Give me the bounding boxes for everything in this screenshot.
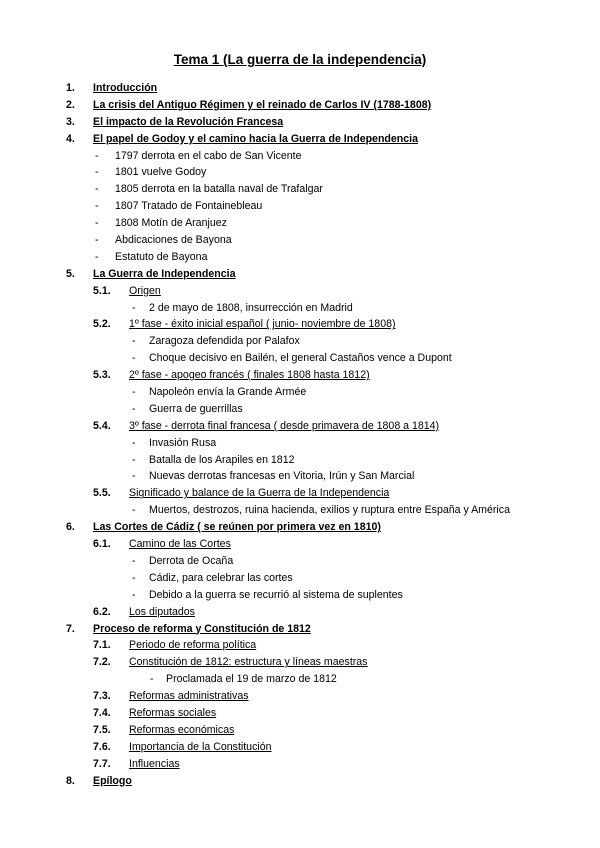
- bullet-item: [0, 452, 600, 469]
- section-heading: [0, 773, 600, 790]
- subsection-heading: [0, 604, 600, 621]
- item-number: 6.2.: [93, 605, 111, 618]
- item-text: Zaragoza defendida por Palafox: [149, 335, 300, 348]
- section-heading: [0, 519, 600, 536]
- item-text: Derrota de Ocaña: [149, 554, 234, 567]
- bullet-dash: -: [132, 554, 136, 567]
- bullet-dash: -: [132, 386, 136, 399]
- bullet-dash: -: [95, 166, 99, 179]
- item-text: Guerra de guerrillas: [149, 402, 243, 415]
- item-number: 6.1.: [93, 538, 111, 551]
- bullet-dash: -: [95, 217, 99, 230]
- subsection-heading: [0, 283, 600, 300]
- bullet-item: [0, 164, 600, 181]
- section-heading: [0, 131, 600, 148]
- bullet-dash: -: [132, 571, 136, 584]
- item-text: La Guerra de Independencia: [93, 267, 236, 280]
- bullet-item: [0, 215, 600, 232]
- item-number: 5.4.: [93, 419, 111, 432]
- bullet-dash: -: [132, 436, 136, 449]
- item-number: 5.1.: [93, 284, 111, 297]
- outline-list: [0, 80, 600, 789]
- bullet-item: [0, 181, 600, 198]
- bullet-dash: -: [132, 588, 136, 601]
- item-text: Importancia de la Constitución: [129, 740, 272, 753]
- item-number: 7.1.: [93, 639, 111, 652]
- bullet-dash: -: [132, 453, 136, 466]
- item-number: 2.: [66, 98, 75, 111]
- subsection-heading: [0, 637, 600, 654]
- bullet-item: [0, 587, 600, 604]
- bullet-item: [0, 384, 600, 401]
- bullet-item: [0, 350, 600, 367]
- subsection-heading: [0, 739, 600, 756]
- bullet-item: [0, 502, 600, 519]
- item-text: Proceso de reforma y Constitución de 1812: [93, 622, 311, 635]
- item-text: Influencias: [129, 757, 180, 770]
- item-number: 4.: [66, 132, 75, 145]
- bullet-dash: -: [132, 301, 136, 314]
- bullet-dash: -: [132, 504, 136, 517]
- bullet-item: [0, 198, 600, 215]
- item-number: 5.2.: [93, 318, 111, 331]
- bullet-dash: -: [132, 402, 136, 415]
- item-text: 2 de mayo de 1808, insurrección en Madrid: [149, 301, 353, 314]
- item-text: 1801 vuelve Godoy: [115, 166, 207, 179]
- section-heading: [0, 80, 600, 97]
- subsection-heading: [0, 654, 600, 671]
- item-text: Estatuto de Bayona: [115, 250, 208, 263]
- bullet-dash: -: [95, 234, 99, 247]
- bullet-dash: -: [95, 250, 99, 263]
- bullet-item: [0, 401, 600, 418]
- subsection-heading: [0, 536, 600, 553]
- item-number: 7.4.: [93, 706, 111, 719]
- subsection-heading: [0, 705, 600, 722]
- item-text: Batalla de los Arapiles en 1812: [149, 453, 295, 466]
- bullet-dash: -: [150, 673, 154, 686]
- subsection-heading: [0, 485, 600, 502]
- section-heading: [0, 266, 600, 283]
- document-title: Tema 1 (La guerra de la independencia): [173, 52, 427, 67]
- subsection-heading: [0, 722, 600, 739]
- item-text: 3º fase - derrota final francesa ( desde primavera de 1808 a 1814): [129, 419, 440, 432]
- item-number: 3.: [66, 115, 75, 128]
- item-text: Epílogo: [93, 774, 132, 787]
- item-text: Reformas económicas: [129, 723, 235, 736]
- subsection-heading: [0, 367, 600, 384]
- item-text: Debido a la guerra se recurrió al sistema de suplentes: [149, 588, 403, 601]
- bullet-dash: -: [95, 149, 99, 162]
- item-text: 1797 derrota en el cabo de San Vicente: [115, 149, 302, 162]
- bullet-dash: -: [132, 470, 136, 483]
- item-text: Periodo de reforma política: [129, 639, 257, 652]
- item-text: Abdicaciones de Bayona: [115, 234, 232, 247]
- item-number: 5.: [66, 267, 75, 280]
- item-number: 6.: [66, 521, 75, 534]
- item-number: 7.2.: [93, 656, 111, 669]
- bullet-dash: -: [132, 352, 136, 365]
- item-text: Invasión Rusa: [149, 436, 217, 449]
- bullet-dash: -: [95, 183, 99, 196]
- item-number: 5.5.: [93, 487, 111, 500]
- item-text: Muertos, destrozos, ruina hacienda, exilios y ruptura entre España y América: [149, 504, 510, 517]
- item-text: Proclamada el 19 de marzo de 1812: [166, 673, 337, 686]
- item-text: Introducción: [93, 82, 158, 94]
- subsection-heading: [0, 316, 600, 333]
- bullet-item: [0, 570, 600, 587]
- item-number: 7.: [66, 622, 75, 635]
- item-number: 7.7.: [93, 757, 111, 770]
- item-text: 1805 derrota en la batalla naval de Trafalgar: [115, 183, 323, 196]
- subsection-heading: [0, 688, 600, 705]
- bullet-item: [0, 553, 600, 570]
- bullet-item: [0, 300, 600, 317]
- subsection-heading: [0, 756, 600, 773]
- item-number: 1.: [66, 82, 75, 94]
- item-text: 2º fase - apogeo francés ( finales 1808 hasta 1812): [129, 369, 370, 382]
- item-text: Los diputados: [129, 605, 195, 618]
- item-text: 1808 Motín de Aranjuez: [115, 217, 227, 230]
- item-text: Reformas administrativas: [129, 690, 249, 703]
- item-text: La crisis del Antiguo Régimen y el reinado de Carlos IV (1788-1808): [93, 98, 432, 111]
- item-text: Origen: [129, 284, 161, 297]
- section-heading: [0, 621, 600, 638]
- item-number: 7.6.: [93, 740, 111, 753]
- bullet-dash: -: [132, 335, 136, 348]
- item-text: Cádiz, para celebrar las cortes: [149, 571, 293, 584]
- subsection-heading: [0, 418, 600, 435]
- bullet-item: [0, 232, 600, 249]
- item-text: 1º fase - éxito inicial español ( junio- noviembre de 1808): [129, 318, 396, 331]
- section-heading: [0, 114, 600, 131]
- item-text: El papel de Godoy y el camino hacia la Guerra de Independencia: [93, 132, 418, 145]
- bullet-item: [0, 435, 600, 452]
- bullet-dash: -: [95, 200, 99, 213]
- item-text: Constitución de 1812: estructura y líneas maestras: [129, 656, 368, 669]
- item-number: 8.: [66, 774, 75, 787]
- item-number: 5.3.: [93, 369, 111, 382]
- bullet-item: [0, 333, 600, 350]
- section-heading: [0, 97, 600, 114]
- item-text: Camino de las Cortes: [129, 538, 231, 551]
- item-number: 7.5.: [93, 723, 111, 736]
- item-number: 7.3.: [93, 690, 111, 703]
- item-text: Significado y balance de la Guerra de la Independencia: [129, 487, 390, 500]
- item-text: 1807 Tratado de Fontainebleau: [115, 200, 263, 213]
- item-text: El impacto de la Revolución Francesa: [93, 115, 284, 128]
- item-text: Nuevas derrotas francesas en Vitoria, Irún y San Marcial: [149, 470, 415, 483]
- bullet-item: [0, 468, 600, 485]
- bullet-item: [0, 148, 600, 165]
- bullet-item: [0, 249, 600, 266]
- item-text: Reformas sociales: [129, 706, 217, 719]
- item-text: Las Cortes de Cádiz ( se reúnen por primera vez en 1810): [93, 521, 381, 534]
- bullet-item: [0, 671, 600, 688]
- item-text: Napoleón envía la Grande Armée: [149, 386, 307, 399]
- item-text: Choque decisivo en Bailén, el general Castaños vence a Dupont: [149, 352, 452, 365]
